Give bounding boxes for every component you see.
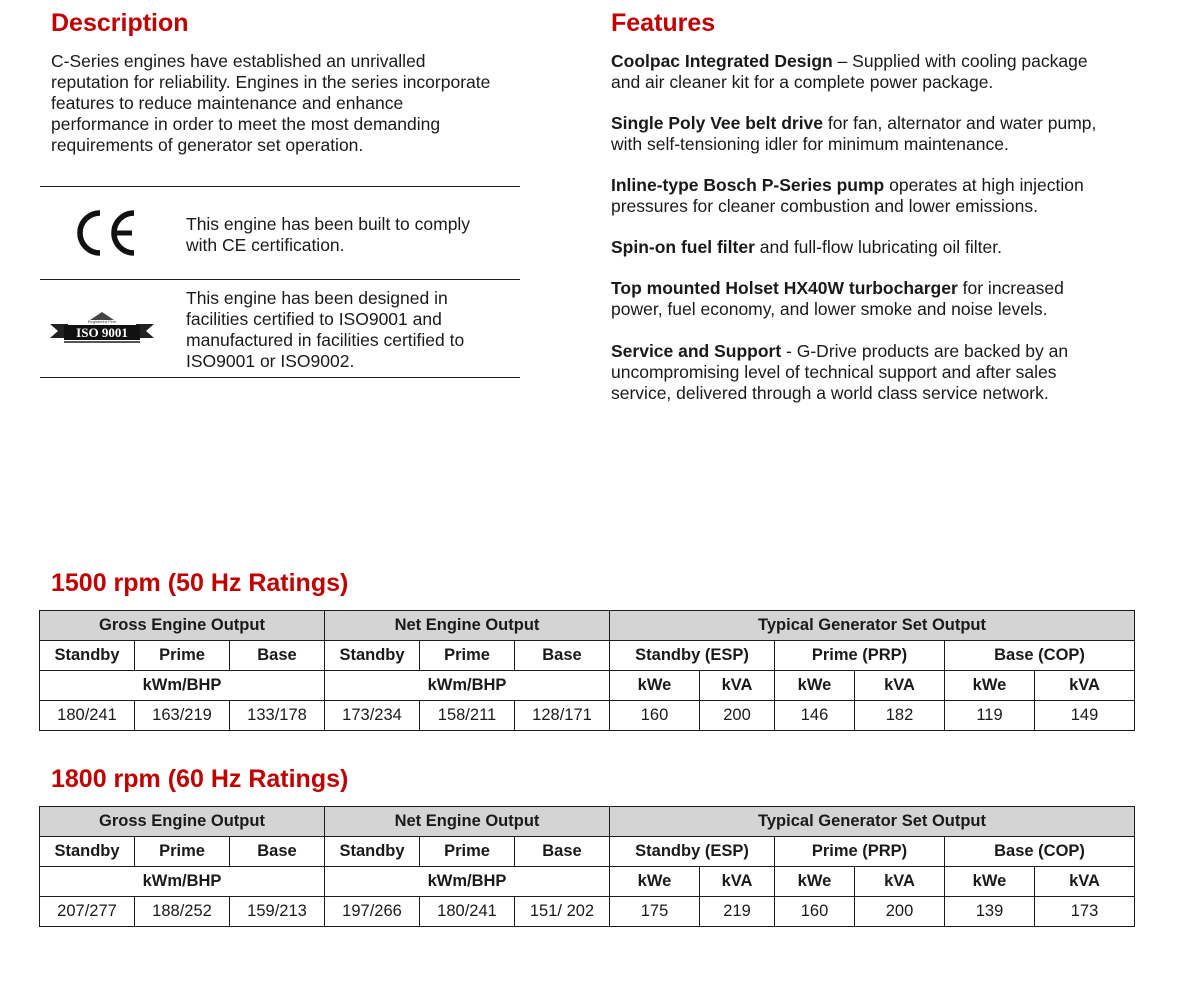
cert-line: with CE certification. [186,235,345,255]
unit-header: kVA [1035,671,1135,701]
column-header: Prime [420,641,515,671]
unit-header: kWm/BHP [40,671,325,701]
feature-text: for fan, alternator and water pump, [823,113,1097,133]
description-line: features to reduce maintenance and enhance [51,93,404,113]
feature-title: Coolpac Integrated Design [611,51,833,71]
column-header: Standby [325,641,420,671]
column-header: Base [230,837,325,867]
table-cell: 149 [1035,701,1135,731]
table-cell: 207/277 [40,897,135,927]
unit-header: kWe [610,671,700,701]
table-cell: 119 [945,701,1035,731]
group-header: Gross Engine Output [40,807,325,837]
cert-line: ISO9001 or ISO9002. [186,351,355,371]
feature-text: and full-flow lubricating oil filter. [754,237,1002,257]
description-line: C-Series engines have established an unrivalled [51,51,426,71]
unit-header: kWe [775,867,855,897]
column-header: Standby (ESP) [610,837,775,867]
cert-line: This engine has been built to comply [186,214,471,234]
column-header: Standby (ESP) [610,641,775,671]
feature-text: for increased [957,278,1064,298]
feature-text: pressures for cleaner combustion and lower emissions. [611,196,1038,216]
ce-mark-icon [72,207,142,259]
table-cell: 151/ 202 [515,897,610,927]
column-header: Standby [325,837,420,867]
table-cell: 158/211 [420,701,515,731]
divider [40,186,520,187]
unit-header: kWm/BHP [325,867,610,897]
table-cell: 146 [775,701,855,731]
ratings-60hz-heading: 1800 rpm (60 Hz Ratings) [51,765,349,793]
column-header: Base [230,641,325,671]
unit-header: kWe [945,867,1035,897]
unit-header: kVA [1035,867,1135,897]
cert-line: facilities certified to ISO9001 and [186,309,442,329]
cert-line: This engine has been designed in [186,288,448,308]
group-header: Typical Generator Set Output [610,807,1135,837]
feature-text: power, fuel economy, and lower smoke and noise levels. [611,299,1048,319]
cert-line: manufactured in facilities certified to [186,330,465,350]
description-line: reputation for reliability. Engines in the series incorporate [51,72,491,92]
unit-header: kVA [700,867,775,897]
feature-text: and air cleaner kit for a complete power package. [611,72,994,92]
description-line: performance in order to meet the most demanding [51,114,441,134]
feature-title: Service and Support [611,341,782,361]
ratings-60hz-table [39,806,1135,927]
table-row [40,897,1135,927]
column-header: Prime (PRP) [775,641,945,671]
table-row [40,701,1135,731]
table-cell: 173/234 [325,701,420,731]
column-header: Prime (PRP) [775,837,945,867]
table-cell: 200 [855,897,945,927]
group-header: Net Engine Output [325,611,610,641]
ce-certification-text [186,214,470,256]
table-cell: 180/241 [420,897,515,927]
column-header: Base [515,837,610,867]
unit-header: kWe [775,671,855,701]
table-cell: 180/241 [40,701,135,731]
description-line: requirements of generator set operation. [51,135,364,155]
feature-text: with self-tensioning idler for minimum maintenance. [611,134,1009,154]
column-header: Base [515,641,610,671]
table-cell: 197/266 [325,897,420,927]
divider [40,279,520,280]
group-header: Gross Engine Output [40,611,325,641]
unit-header: kVA [855,867,945,897]
column-header: Prime [420,837,515,867]
iso-badge-text: ISO 9001 [76,325,128,340]
feature-item [611,113,1151,155]
iso-certification-text [186,288,464,372]
features-heading: Features [611,9,716,37]
column-header: Prime [135,837,230,867]
column-header: Standby [40,641,135,671]
table-cell: 128/171 [515,701,610,731]
unit-header: kWe [610,867,700,897]
feature-text: operates at high injection [884,175,1084,195]
feature-text: – Supplied with cooling package [832,51,1088,71]
iso9001-badge-icon [50,310,154,352]
feature-title: Inline-type Bosch P-Series pump [611,175,885,195]
unit-header: kWm/BHP [325,671,610,701]
group-header: Net Engine Output [325,807,610,837]
column-header: Standby [40,837,135,867]
group-header: Typical Generator Set Output [610,611,1135,641]
feature-title: Single Poly Vee belt drive [611,113,824,133]
unit-header: kVA [700,671,775,701]
ratings-50hz-heading: 1500 rpm (50 Hz Ratings) [51,569,349,597]
table-cell: 163/219 [135,701,230,731]
feature-text: uncompromising level of technical support and after sales [611,362,1057,382]
feature-item [611,51,1151,93]
table-cell: 160 [775,897,855,927]
column-header: Prime [135,641,230,671]
unit-header: kWe [945,671,1035,701]
feature-text: service, delivered through a world class service network. [611,383,1049,403]
feature-item [611,237,1151,258]
feature-item [611,278,1151,320]
table-cell: 139 [945,897,1035,927]
table-cell: 188/252 [135,897,230,927]
table-cell: 219 [700,897,775,927]
column-header: Base (COP) [945,837,1135,867]
table-cell: 133/178 [230,701,325,731]
table-cell: 175 [610,897,700,927]
table-cell: 173 [1035,897,1135,927]
description-text [51,51,531,156]
ratings-50hz-table [39,610,1135,731]
description-heading: Description [51,9,189,37]
iso-badge-subtext: Registered Firm [87,319,117,324]
table-cell: 200 [700,701,775,731]
unit-header: kVA [855,671,945,701]
feature-item [611,341,1151,404]
table-cell: 159/213 [230,897,325,927]
table-cell: 182 [855,701,945,731]
column-header: Base (COP) [945,641,1135,671]
divider [40,377,520,378]
unit-header: kWm/BHP [40,867,325,897]
table-cell: 160 [610,701,700,731]
feature-title: Spin-on fuel filter [611,237,755,257]
feature-text: - G-Drive products are backed by an [781,341,1069,361]
feature-item [611,175,1151,217]
feature-title: Top mounted Holset HX40W turbocharger [611,278,958,298]
